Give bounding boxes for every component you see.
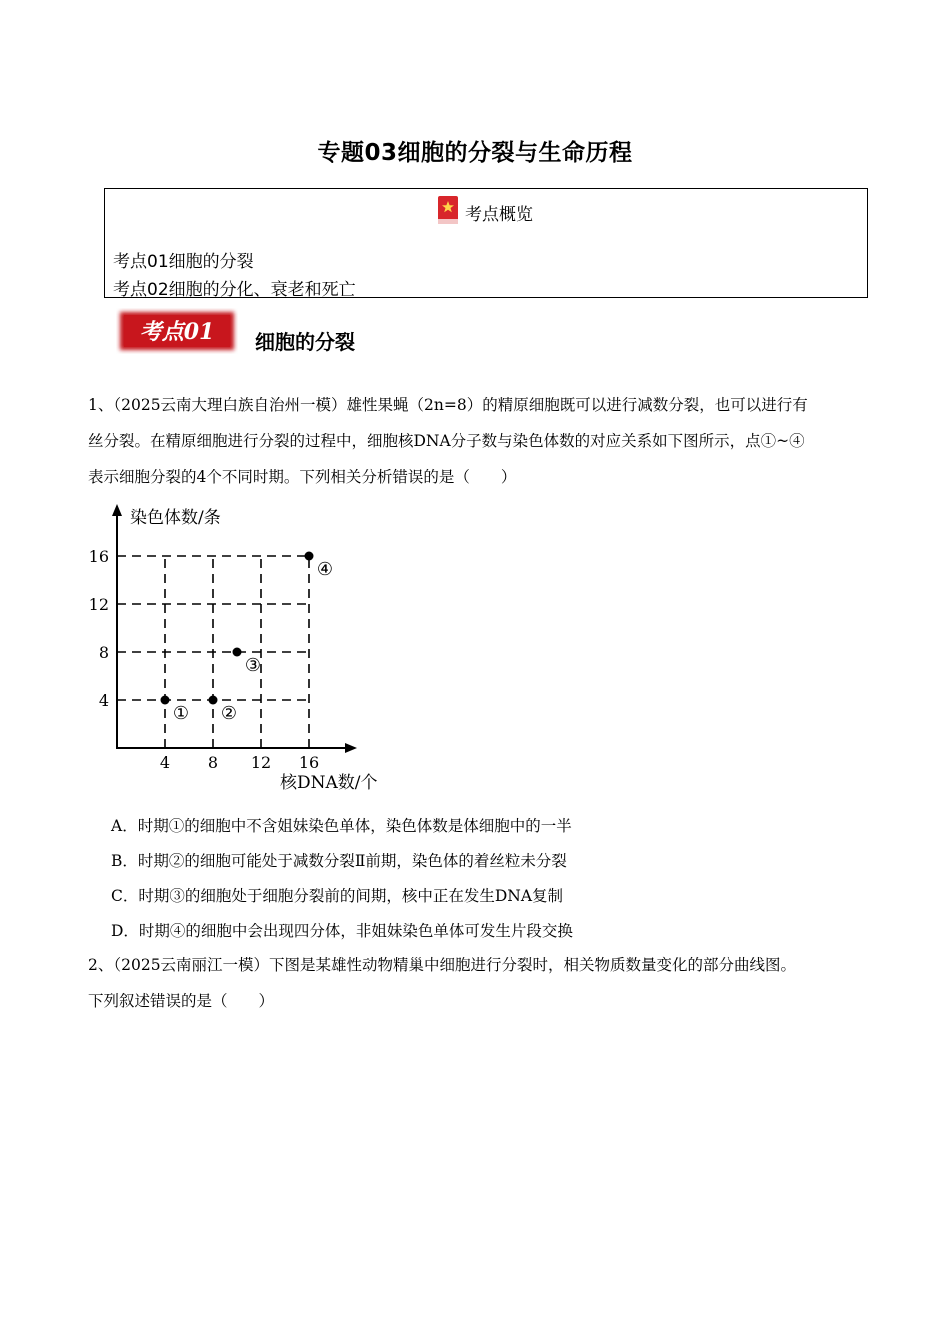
- data-point-2: [209, 696, 218, 705]
- data-point-label-2: ②: [220, 703, 238, 724]
- q1-option-b[interactable]: B．时期②的细胞可能处于减数分裂Ⅱ前期，染色体的着丝粒未分裂: [111, 852, 567, 870]
- y-tick-label-0: 4: [98, 691, 109, 710]
- q2-line-1: 2、（2025云南丽江一模）下图是某雄性动物精巢中细胞进行分裂时，相关物质数量变化的部分曲线图。: [88, 956, 797, 974]
- x-tick-label-1: 8: [207, 753, 219, 772]
- y-tick-label-1: 8: [98, 643, 109, 662]
- toc-item-2[interactable]: 考点02细胞的分化、衰老和死亡: [113, 280, 356, 300]
- q2-line-2: 下列叙述错误的是（ ）: [88, 992, 275, 1010]
- x-tick-label-0: 4: [159, 753, 171, 772]
- q1-line-2: 丝分裂。在精原细胞进行分裂的过程中，细胞核DNA分子数与染色体数的对应关系如下图所示，点①~④: [88, 432, 805, 450]
- section-badge-label: 考点01: [139, 319, 215, 345]
- q1-option-d[interactable]: D．时期④的细胞中会出现四分体，非姐妹染色单体可发生片段交换: [111, 922, 573, 940]
- y-axis-arrow: [112, 504, 122, 516]
- x-tick-label-3: 16: [298, 753, 320, 772]
- q1-option-c[interactable]: C．时期③的细胞处于细胞分裂前的间期，核中正在发生DNA复制: [111, 887, 564, 905]
- data-point-label-4: ④: [316, 559, 334, 580]
- data-point-label-3: ③: [244, 655, 262, 676]
- data-point-label-1: ①: [172, 703, 190, 724]
- y-tick-label-2: 12: [88, 595, 109, 614]
- q1-line-1: 1、（2025云南大理白族自治州一模）雄性果蝇（2n=8）的精原细胞既可以进行减数分裂，也可以进行有: [88, 396, 808, 414]
- book-icon: [437, 195, 459, 225]
- toc-header: [437, 189, 533, 225]
- chart-grid: [117, 556, 309, 748]
- document-title: 专题03细胞的分裂与生命历程: [317, 140, 633, 166]
- x-axis-arrow: [345, 743, 357, 753]
- dna-chromosome-chart: [84, 500, 384, 804]
- toc-item-1[interactable]: 考点01细胞的分裂: [113, 252, 254, 272]
- q1-line-3: 表示细胞分裂的4个不同时期。下列相关分析错误的是（ ）: [88, 468, 517, 486]
- data-point-4: [305, 552, 314, 561]
- x-axis-label: 核DNA数/个: [280, 773, 378, 793]
- toc-heading: 考点概览: [465, 205, 533, 225]
- toc-box: [104, 188, 868, 298]
- y-axis-label: 染色体数/条: [130, 508, 221, 528]
- section-badge: [116, 308, 238, 354]
- y-tick-label-3: 16: [88, 547, 109, 566]
- q1-option-a[interactable]: A．时期①的细胞中不含姐妹染色单体，染色体数是体细胞中的一半: [111, 817, 572, 835]
- data-point-3: [233, 648, 242, 657]
- data-point-1: [161, 696, 170, 705]
- section-title: 细胞的分裂: [255, 330, 355, 354]
- x-tick-label-2: 12: [250, 753, 272, 772]
